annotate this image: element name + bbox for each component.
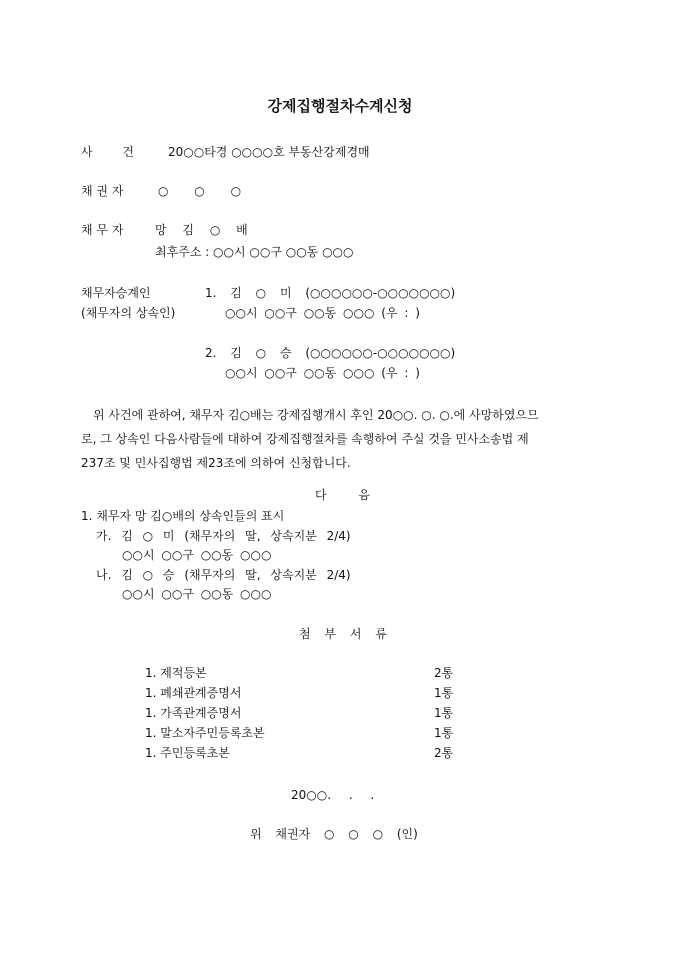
attachment-count: 1통 — [434, 706, 454, 720]
body-line: 237조 및 민사집행법 제23조에 의하여 신청합니다. — [81, 456, 351, 470]
debtor-label: 채 무 자 — [81, 223, 124, 237]
creditor-name: ○ ○ ○ — [158, 184, 242, 198]
successor-1-address: ○○시 ○○구 ○○동 ○○○ (우 : ) — [225, 306, 420, 320]
signature-line: 위 채권자 ○ ○ ○ (인) — [250, 827, 418, 841]
debtor-name: 망 김 ○ 배 — [155, 223, 248, 237]
successor-sublabel: (채무자의 상속인) — [81, 306, 176, 320]
attachment-name: 1. 주민등록초본 — [145, 746, 230, 760]
document-title: 강제집행절차수계신청 — [267, 97, 413, 115]
attachment-name: 1. 말소자주민등록초본 — [145, 726, 265, 740]
heir-2-name: 나. 김 ○ 승 (채무자의 딸, 상속지분 2/4) — [96, 568, 351, 582]
case-label: 사 건 — [81, 145, 134, 159]
attachment-name: 1. 폐쇄관계증명서 — [145, 686, 242, 700]
attachments-heading: 첨 부 서 류 — [299, 627, 387, 641]
attachment-count: 1통 — [434, 726, 454, 740]
body-line: 로, 그 상속인 다음사람들에 대하여 강제집행절차를 속행하여 주실 것을 민사소송법 제 — [81, 432, 529, 446]
heir-1-address: ○○시 ○○구 ○○동 ○○○ — [122, 548, 272, 562]
debtor-last-address: 최후주소 : ○○시 ○○구 ○○동 ○○○ — [155, 245, 354, 259]
case-value: 20○○타경 ○○○○호 부동산강제경매 — [168, 145, 370, 159]
body-line: 위 사건에 관하여, 채무자 김○배는 강제집행개시 후인 20○○. ○. ○.에 사망하였으므 — [93, 408, 539, 422]
next-heading: 다 음 — [315, 488, 370, 502]
body-paragraph — [81, 403, 601, 475]
attachment-name: 1. 가족관계증명서 — [145, 706, 242, 720]
document-date: 20○○. . . — [291, 788, 375, 802]
attachment-name: 1. 제적등본 — [145, 666, 207, 680]
successor-2-address: ○○시 ○○구 ○○동 ○○○ (우 : ) — [225, 366, 420, 380]
attachment-count: 2통 — [434, 746, 454, 760]
heirs-heading: 1. 채무자 망 김○배의 상속인들의 표시 — [81, 509, 285, 523]
creditor-label: 채 권 자 — [81, 184, 124, 198]
successor-2-name: 2. 김 ○ 승 (○○○○○○-○○○○○○○) — [205, 346, 456, 360]
attachment-count: 2통 — [434, 666, 454, 680]
heir-1-name: 가. 김 ○ 미 (채무자의 딸, 상속지분 2/4) — [96, 529, 351, 543]
successor-label: 채무자승계인 — [81, 286, 151, 300]
attachment-count: 1통 — [434, 686, 454, 700]
successor-1-name: 1. 김 ○ 미 (○○○○○○-○○○○○○○) — [205, 286, 456, 300]
heir-2-address: ○○시 ○○구 ○○동 ○○○ — [122, 587, 272, 601]
